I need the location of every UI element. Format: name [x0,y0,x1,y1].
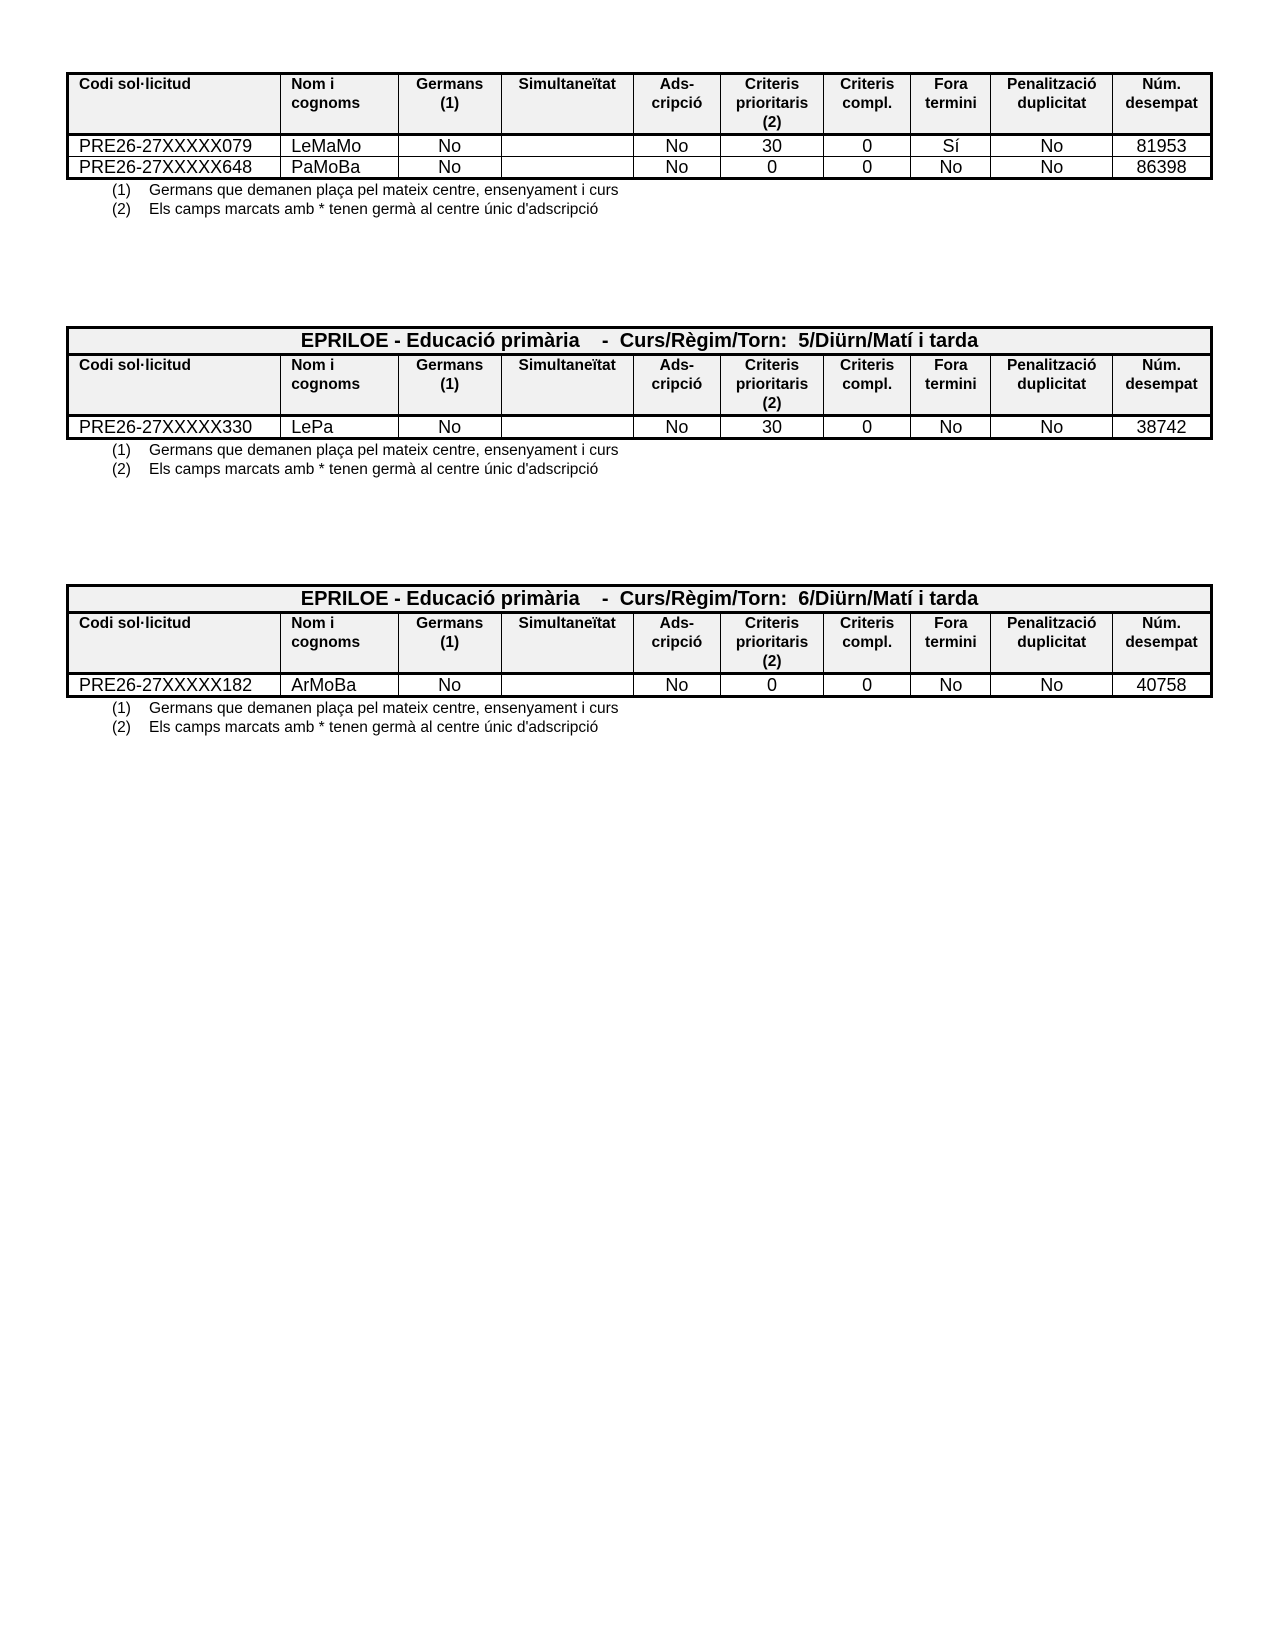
cell-germans: No [398,157,501,179]
table-title: EPRILOE - Educació primària - Curs/Règim/Torn: 5/Diürn/Matí i tarda [68,328,1212,355]
cell-codi: PRE26-27XXXXX330 [68,416,281,439]
footnote-2: (2) Els camps marcats amb * tenen germà al centre únic d'adscripció [112,719,599,736]
cell-penalitzacio: No [991,416,1113,439]
applications-table [66,72,1213,180]
cell-codi: PRE26-27XXXXX182 [68,674,281,697]
cell-fora-termini: No [911,416,991,439]
footnote-2: (2) Els camps marcats amb * tenen germà al centre únic d'adscripció [112,201,599,218]
col-header-fora-termini: Fora termini [911,613,991,674]
cell-criteris-prioritaris: 0 [721,674,824,697]
cell-fora-termini: Sí [911,135,991,157]
footnotes [112,441,1213,479]
cell-codi: PRE26-27XXXXX648 [68,157,281,179]
applications-table [66,326,1213,440]
table-row [68,135,1212,157]
cell-num-desempat: 38742 [1113,416,1212,439]
table-title-row [68,586,1212,613]
cell-criteris-prioritaris: 0 [721,157,824,179]
cell-num-desempat: 81953 [1113,135,1212,157]
table-row [68,157,1212,179]
col-header-codi: Codi sol·licitud [68,355,281,416]
cell-nom: LePa [281,416,399,439]
footnote-1: (1) Germans que demanen plaça pel mateix centre, ensenyament i curs [112,182,619,199]
col-header-num-desempat: Núm. desempat [1113,74,1212,135]
cell-num-desempat: 40758 [1113,674,1212,697]
header-row [68,74,1212,135]
col-header-germans: Germans (1) [398,355,501,416]
cell-germans: No [398,674,501,697]
table-title: EPRILOE - Educació primària - Curs/Règim/Torn: 6/Diürn/Matí i tarda [68,586,1212,613]
col-header-fora-termini: Fora termini [911,355,991,416]
footnote-1: (1) Germans que demanen plaça pel mateix centre, ensenyament i curs [112,442,619,459]
cell-codi: PRE26-27XXXXX079 [68,135,281,157]
cell-adscripcio: No [633,674,720,697]
cell-simultaneitat [501,157,633,179]
cell-adscripcio: No [633,135,720,157]
cell-criteris-prioritaris: 30 [721,416,824,439]
cell-nom: LeMaMo [281,135,399,157]
cell-adscripcio: No [633,157,720,179]
cell-simultaneitat [501,135,633,157]
col-header-codi: Codi sol·licitud [68,613,281,674]
footnote-2: (2) Els camps marcats amb * tenen germà al centre únic d'adscripció [112,461,599,478]
cell-adscripcio: No [633,416,720,439]
header-row [68,613,1212,674]
admission-table-1 [66,72,1213,219]
cell-germans: No [398,135,501,157]
admission-table-2 [66,326,1213,479]
col-header-criteris-compl: Criteris compl. [824,74,911,135]
cell-penalitzacio: No [991,135,1113,157]
col-header-criteris-compl: Criteris compl. [824,355,911,416]
table-title-row [68,328,1212,355]
cell-criteris-compl: 0 [824,674,911,697]
col-header-nom: Nom i cognoms [281,613,399,674]
col-header-fora-termini: Fora termini [911,74,991,135]
cell-criteris-compl: 0 [824,157,911,179]
col-header-penalitzacio: Penalització duplicitat [991,613,1113,674]
cell-germans: No [398,416,501,439]
footnotes [112,699,1213,737]
col-header-germans: Germans (1) [398,74,501,135]
cell-fora-termini: No [911,157,991,179]
table-row [68,416,1212,439]
cell-fora-termini: No [911,674,991,697]
header-row [68,355,1212,416]
cell-simultaneitat [501,674,633,697]
admission-table-3 [66,584,1213,737]
col-header-simultaneitat: Simultaneïtat [501,355,633,416]
col-header-codi: Codi sol·licitud [68,74,281,135]
table-row [68,674,1212,697]
cell-penalitzacio: No [991,674,1113,697]
col-header-nom: Nom i cognoms [281,74,399,135]
col-header-criteris-prioritaris: Criteris prioritaris (2) [721,355,824,416]
footnotes [112,181,1213,219]
col-header-simultaneitat: Simultaneïtat [501,613,633,674]
cell-criteris-prioritaris: 30 [721,135,824,157]
col-header-criteris-prioritaris: Criteris prioritaris (2) [721,74,824,135]
col-header-criteris-compl: Criteris compl. [824,613,911,674]
footnote-1: (1) Germans que demanen plaça pel mateix centre, ensenyament i curs [112,700,619,717]
col-header-num-desempat: Núm. desempat [1113,613,1212,674]
cell-nom: ArMoBa [281,674,399,697]
cell-nom: PaMoBa [281,157,399,179]
col-header-num-desempat: Núm. desempat [1113,355,1212,416]
col-header-adscripcio: Ads- cripció [633,613,720,674]
col-header-penalitzacio: Penalització duplicitat [991,74,1113,135]
cell-criteris-compl: 0 [824,416,911,439]
col-header-adscripcio: Ads- cripció [633,355,720,416]
col-header-simultaneitat: Simultaneïtat [501,74,633,135]
col-header-nom: Nom i cognoms [281,355,399,416]
cell-num-desempat: 86398 [1113,157,1212,179]
cell-criteris-compl: 0 [824,135,911,157]
col-header-penalitzacio: Penalització duplicitat [991,355,1113,416]
col-header-criteris-prioritaris: Criteris prioritaris (2) [721,613,824,674]
cell-penalitzacio: No [991,157,1113,179]
cell-simultaneitat [501,416,633,439]
col-header-germans: Germans (1) [398,613,501,674]
col-header-adscripcio: Ads- cripció [633,74,720,135]
applications-table [66,584,1213,698]
